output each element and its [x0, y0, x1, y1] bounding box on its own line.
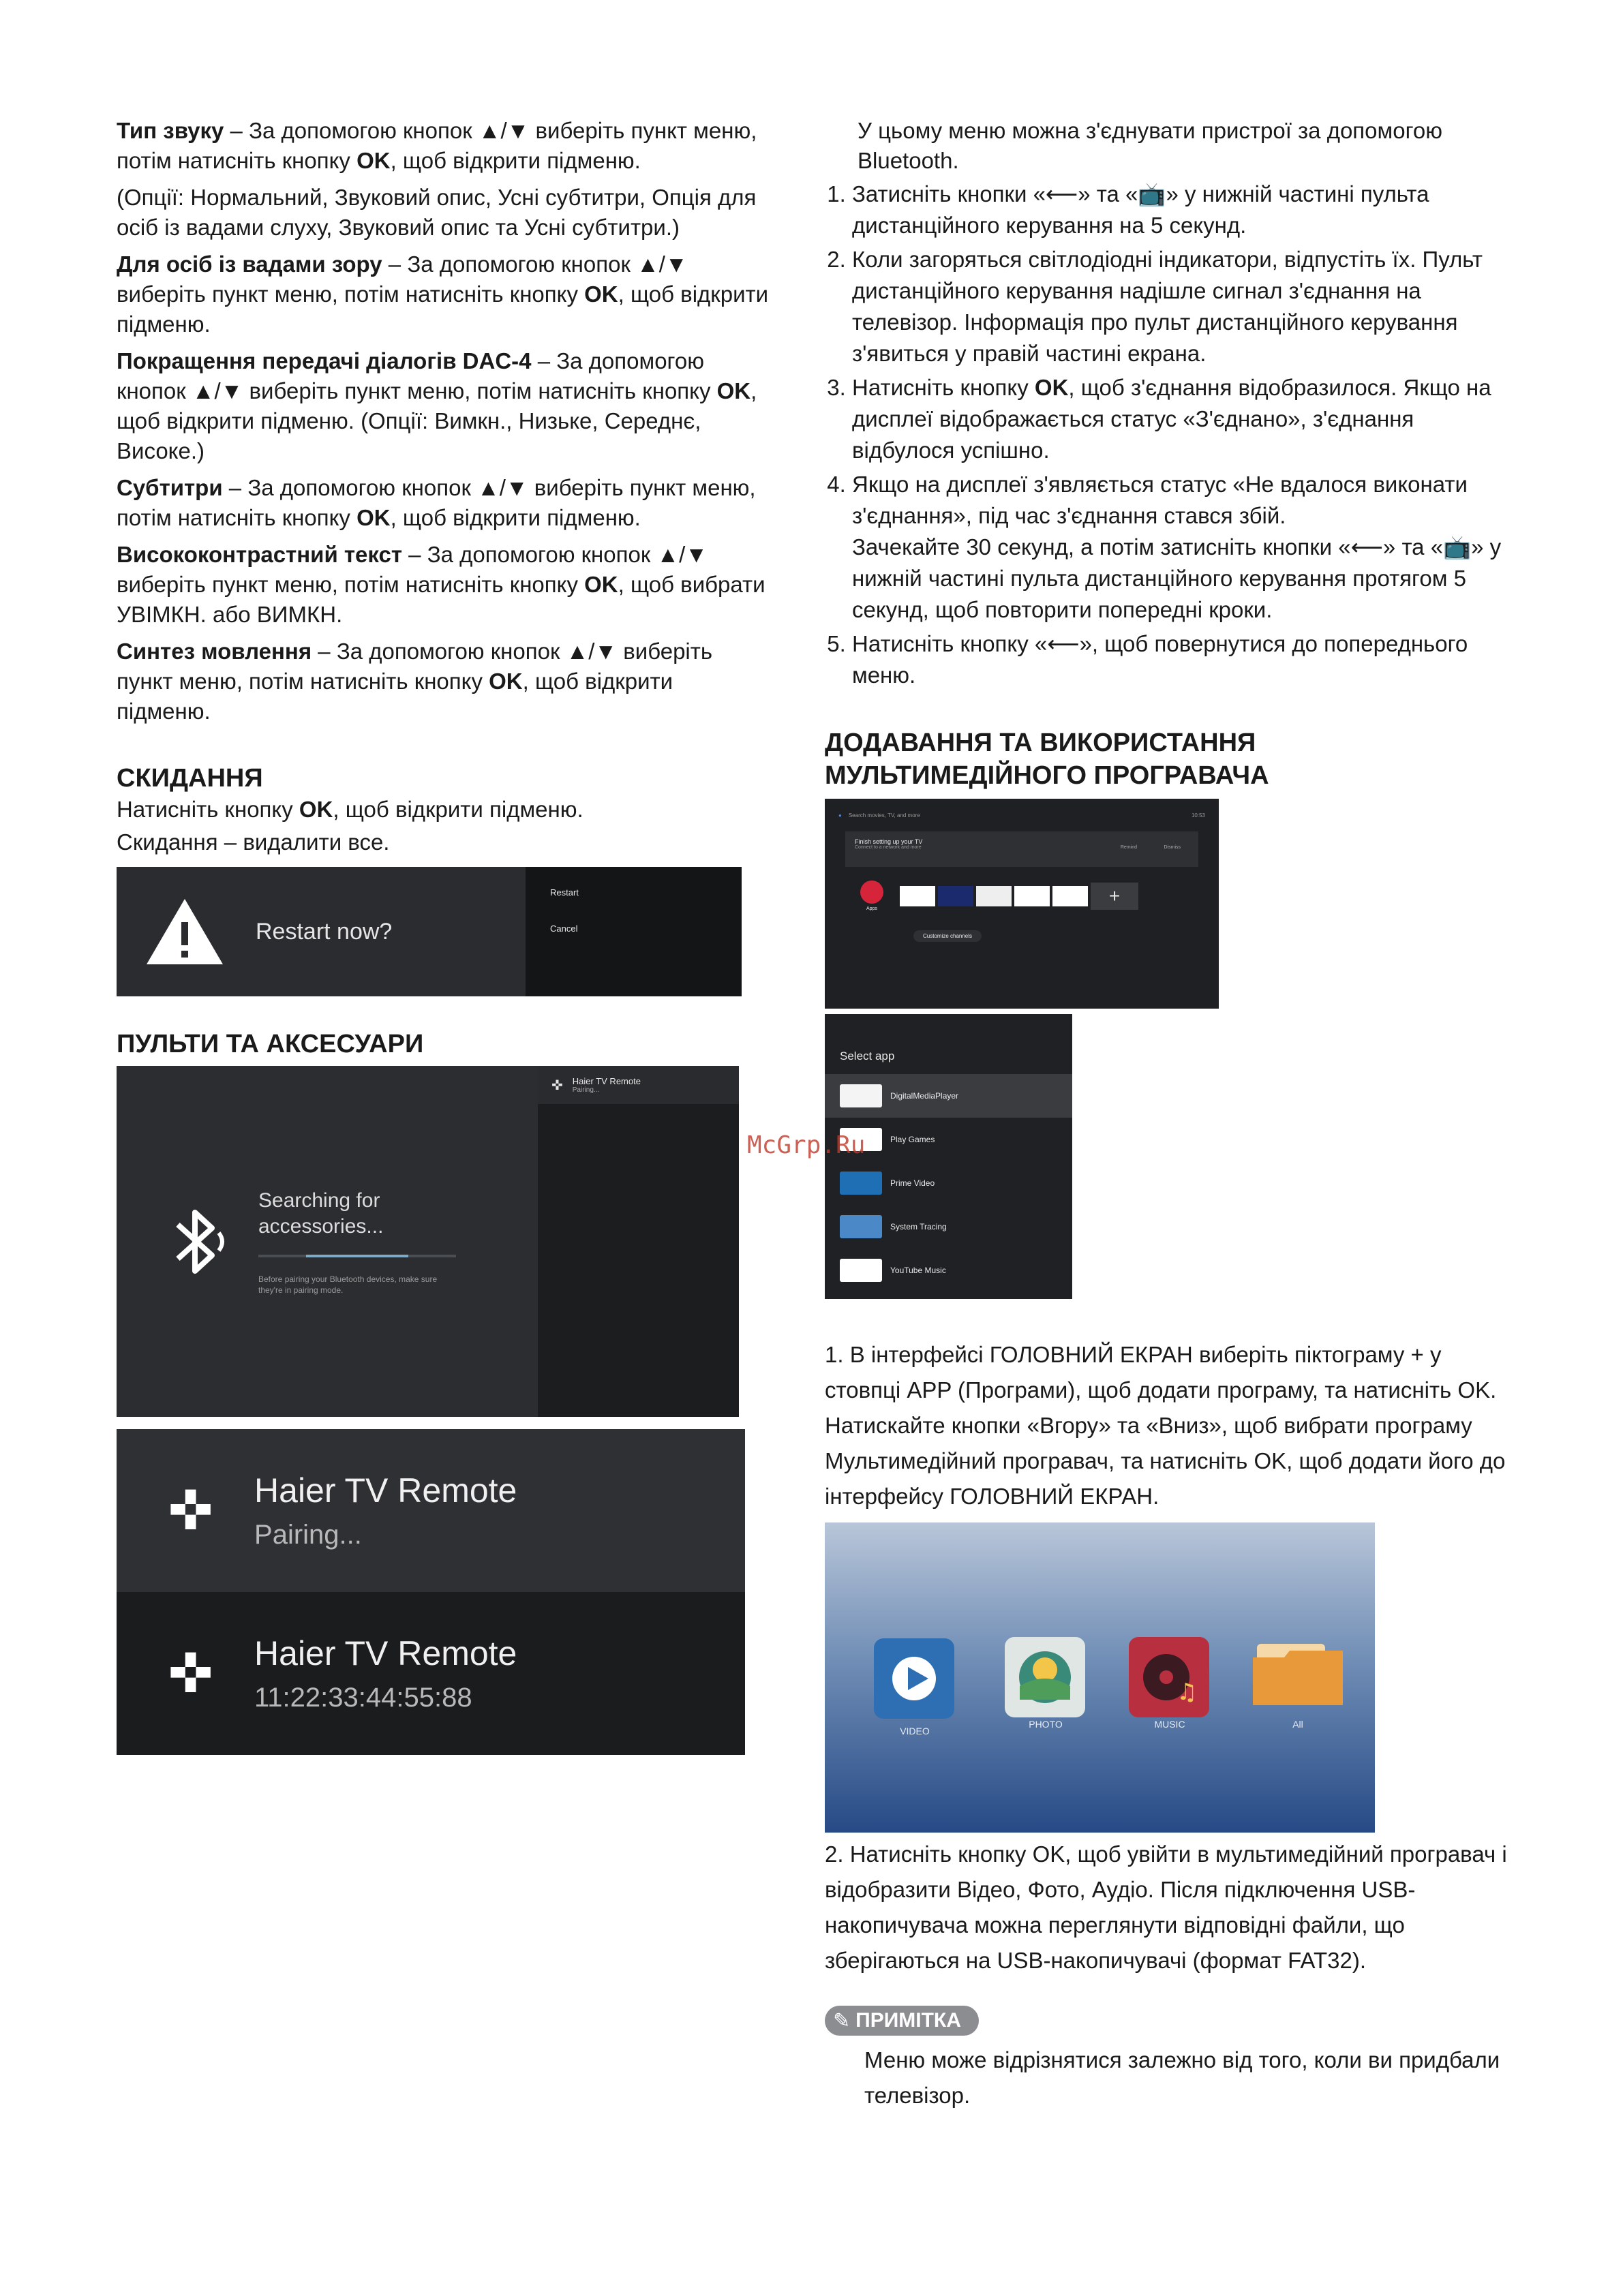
music-icon[interactable] — [1129, 1637, 1209, 1717]
high-contrast-paragraph: Висококонтрастний текст – За допомогою кнопок ▲/▼ виберіть пункт меню, потім натисніть кнопку OK, щоб вибрати УВІМКН. або ВИМКН. — [117, 542, 765, 627]
photo-icon[interactable] — [1005, 1637, 1085, 1717]
pencil-icon: ✎ — [833, 2009, 851, 2032]
home-top-bar — [825, 799, 1219, 831]
home-screen-screenshot — [825, 799, 1219, 1009]
bluetooth-intro: У цьому меню можна з'єднувати пристрої за допомогою Bluetooth. — [858, 118, 1442, 173]
select-app-item[interactable]: Prime Video — [825, 1161, 1072, 1205]
folder-icon[interactable] — [1250, 1637, 1331, 1717]
note-flag: ✎ ПРИМІТКА — [825, 2006, 979, 2036]
sound-options: (Опції: Нормальний, Звуковий опис, Усні субтитри, Опція для осіб із вадами слуху, Звуковий опис та Усні субтитри.) — [117, 185, 757, 240]
select-app-item[interactable]: System Tracing — [825, 1205, 1072, 1249]
gamepad-icon: ✜ — [168, 1643, 214, 1704]
visually-impaired-paragraph: Для осіб із вадами зору – За допомогою кнопок ▲/▼ виберіть пункт меню, потім натисніть кнопку OK, щоб відкрити підменю. — [117, 251, 769, 337]
gamepad-icon: ✜ — [168, 1480, 214, 1541]
dialogue-paragraph: Покращення передачі діалогів DAC-4 – За допомогою кнопок ▲/▼ виберіть пункт меню, потім натисніть кнопку OK, щоб відкрити підменю. (Опції: Вимкн., Низьке, Середнє, Високе.) — [117, 348, 757, 463]
select-app-item[interactable]: Play Games — [825, 1118, 1072, 1161]
remote-address: 11:22:33:44:55:88 — [254, 1683, 472, 1713]
step-3: 3. Натисніть кнопку OK, щоб з'єднання відобразилося. Якщо на дисплеї відображається статус «З'єднано», з'єднання відбулося успішно. — [852, 372, 1520, 466]
system-tracing-icon — [840, 1215, 882, 1238]
video-label: VIDEO — [900, 1726, 930, 1736]
remote-name: Haier TV Remote — [254, 1634, 517, 1672]
svg-text:♫: ♫ — [1177, 1679, 1198, 1706]
search-progress-bar — [258, 1255, 456, 1257]
add-app-plus-icon[interactable]: + — [1091, 883, 1138, 910]
restart-option[interactable]: Restart — [550, 887, 579, 898]
photo-label: PHOTO — [1029, 1719, 1063, 1730]
subtitles-paragraph: Субтитри – За допомогою кнопок ▲/▼ виберіть пункт меню, потім натисніть кнопку OK, щоб відкрити підменю. — [117, 475, 756, 530]
device-status: Pairing... — [572, 1086, 600, 1094]
step-2: 2. Коли загоряться світлодіодні індикатори, відпустіть їх. Пульт дистанційного керування надішле сигнал з'єднання на телевізор. Інформація про пульт дистанційного керування з'явиться у правій частині екрана. — [852, 244, 1520, 369]
bluetooth-search-title: Searching for accessories... — [258, 1189, 384, 1238]
media-player-heading: ДОДАВАННЯ ТА ВИКОРИСТАННЯ МУЛЬТИМЕДІЙНОГО ПРОГРАВАЧА — [825, 729, 1269, 790]
select-app-item[interactable]: DigitalMediaPlayer — [825, 1074, 1072, 1118]
app-row: Apps + — [860, 881, 1219, 911]
remote-status: Pairing... — [254, 1520, 362, 1550]
restart-dialog-screenshot — [117, 867, 742, 996]
app-tile[interactable] — [900, 886, 935, 906]
music-label: MUSIC — [1154, 1719, 1185, 1730]
setup-banner[interactable]: Finish setting up your TV Connect to a network and more Remind Dismiss — [845, 831, 1198, 867]
back-arrow-icon: ⟵ — [1047, 631, 1080, 656]
customize-channels-button[interactable]: Customize channels — [913, 930, 982, 942]
remote-list-screenshot — [117, 1429, 745, 1755]
note-text: Меню може відрізнятися залежно від того, коли ви придбали телевізор. — [864, 2047, 1500, 2108]
tv-icon: 📺 — [1138, 181, 1166, 206]
google-assistant-icon: ● — [838, 812, 842, 818]
bluetooth-search-screenshot — [117, 1066, 739, 1417]
cancel-option[interactable]: Cancel — [550, 923, 578, 934]
apps-grid-icon[interactable] — [860, 881, 883, 904]
reset-line-2: Скидання – видалити все. — [117, 829, 390, 855]
restart-dialog-panel — [117, 867, 526, 996]
select-app-title: Select app — [840, 1050, 895, 1062]
reset-line-1: Натисніть кнопку OK, щоб відкрити підменю. — [117, 797, 583, 822]
clock: 10:53 — [1191, 812, 1205, 818]
youtube-music-icon — [840, 1259, 882, 1282]
prime-video-icon — [840, 1172, 882, 1195]
speech-paragraph: Синтез мовлення – За допомогою кнопок ▲/▼ виберіть пункт меню, потім натисніть кнопку OK, щоб відкрити підменю. — [117, 639, 713, 724]
reset-heading: СКИДАННЯ — [117, 764, 263, 793]
device-name: Haier TV Remote — [572, 1076, 641, 1086]
all-label: All — [1292, 1719, 1303, 1730]
app-tile[interactable] — [938, 886, 973, 906]
right-column — [825, 116, 1520, 2120]
app-tile[interactable] — [1014, 886, 1050, 906]
device-list-panel — [538, 1066, 739, 1417]
step-5: 5. Натисніть кнопку «⟵», щоб повернутися до попереднього меню. — [852, 628, 1520, 691]
back-arrow-icon: ⟵ — [1045, 181, 1078, 206]
select-app-item[interactable]: YouTube Music — [825, 1249, 1072, 1292]
bluetooth-search-panel — [117, 1066, 538, 1417]
back-arrow-icon: ⟵ — [1350, 534, 1383, 560]
step-1: 1. Затисніть кнопки «⟵» та «📺» у нижній частині пульта дистанційного керування на 5 секунд. — [852, 179, 1520, 241]
search-text[interactable]: Search movies, TV, and more — [848, 812, 920, 818]
restart-options — [526, 867, 742, 996]
tv-icon: 📺 — [1443, 534, 1472, 560]
video-icon[interactable] — [874, 1638, 954, 1719]
bluetooth-search-hint: Before pairing your Bluetooth devices, make sure they're in pairing mode. — [258, 1274, 438, 1295]
warning-icon — [144, 896, 226, 967]
restart-dialog-title: Restart now? — [256, 918, 393, 945]
media-step-2: 2. Натисніть кнопку OK, щоб увійти в мультимедійний програвач і відобразити Відео, Фото, Аудіо. Після підключення USB-накопичувача можна переглянути відповідні файли, що зберігаються на USB-накопичувачі (формат FAT32). — [825, 1841, 1507, 1973]
left-column — [117, 116, 771, 1755]
pairing-steps — [825, 179, 1520, 691]
step-4: 4. Якщо на дисплеї з'являється статус «Не вдалося виконати з'єднання», під час з'єднання стався збій. Зачекайте 30 секунд, а потім затисніть кнопки «⟵» та «📺» у нижній частині пульта дистанційного керування протягом 5 секунд, щоб повторити попередні кроки. — [852, 469, 1520, 626]
device-list-item[interactable] — [538, 1066, 739, 1104]
bluetooth-icon — [164, 1204, 232, 1279]
remote-name: Haier TV Remote — [254, 1471, 517, 1510]
remotes-heading: ПУЛЬТИ ТА АКСЕСУАРИ — [117, 1030, 424, 1058]
media-player-icon — [840, 1084, 882, 1107]
remote-list-item-pairing[interactable] — [117, 1429, 745, 1592]
sound-type-paragraph: Тип звуку – За допомогою кнопок ▲/▼ виберіть пункт меню, потім натисніть кнопку OK, щоб відкрити підменю. — [117, 118, 757, 173]
media-player-screenshot — [825, 1522, 1375, 1833]
app-tile[interactable] — [976, 886, 1012, 906]
media-step-1: 1. В інтерфейсі ГОЛОВНИЙ ЕКРАН виберіть піктограму + у стовпці APP (Програми), щоб додати програму, та натисніть OK. Натискайте кнопки «Вгору» та «Вниз», щоб вибрати програму Мультимедійний програвач, та натисніть OK, щоб додати його до інтерфейсу ГОЛОВНИЙ ЕКРАН. — [825, 1342, 1506, 1509]
remote-list-item-paired[interactable] — [117, 1592, 745, 1755]
gamepad-icon: ✜ — [551, 1077, 563, 1093]
app-tile[interactable] — [1052, 886, 1088, 906]
watermark: McGrp.Ru — [747, 1131, 866, 1159]
